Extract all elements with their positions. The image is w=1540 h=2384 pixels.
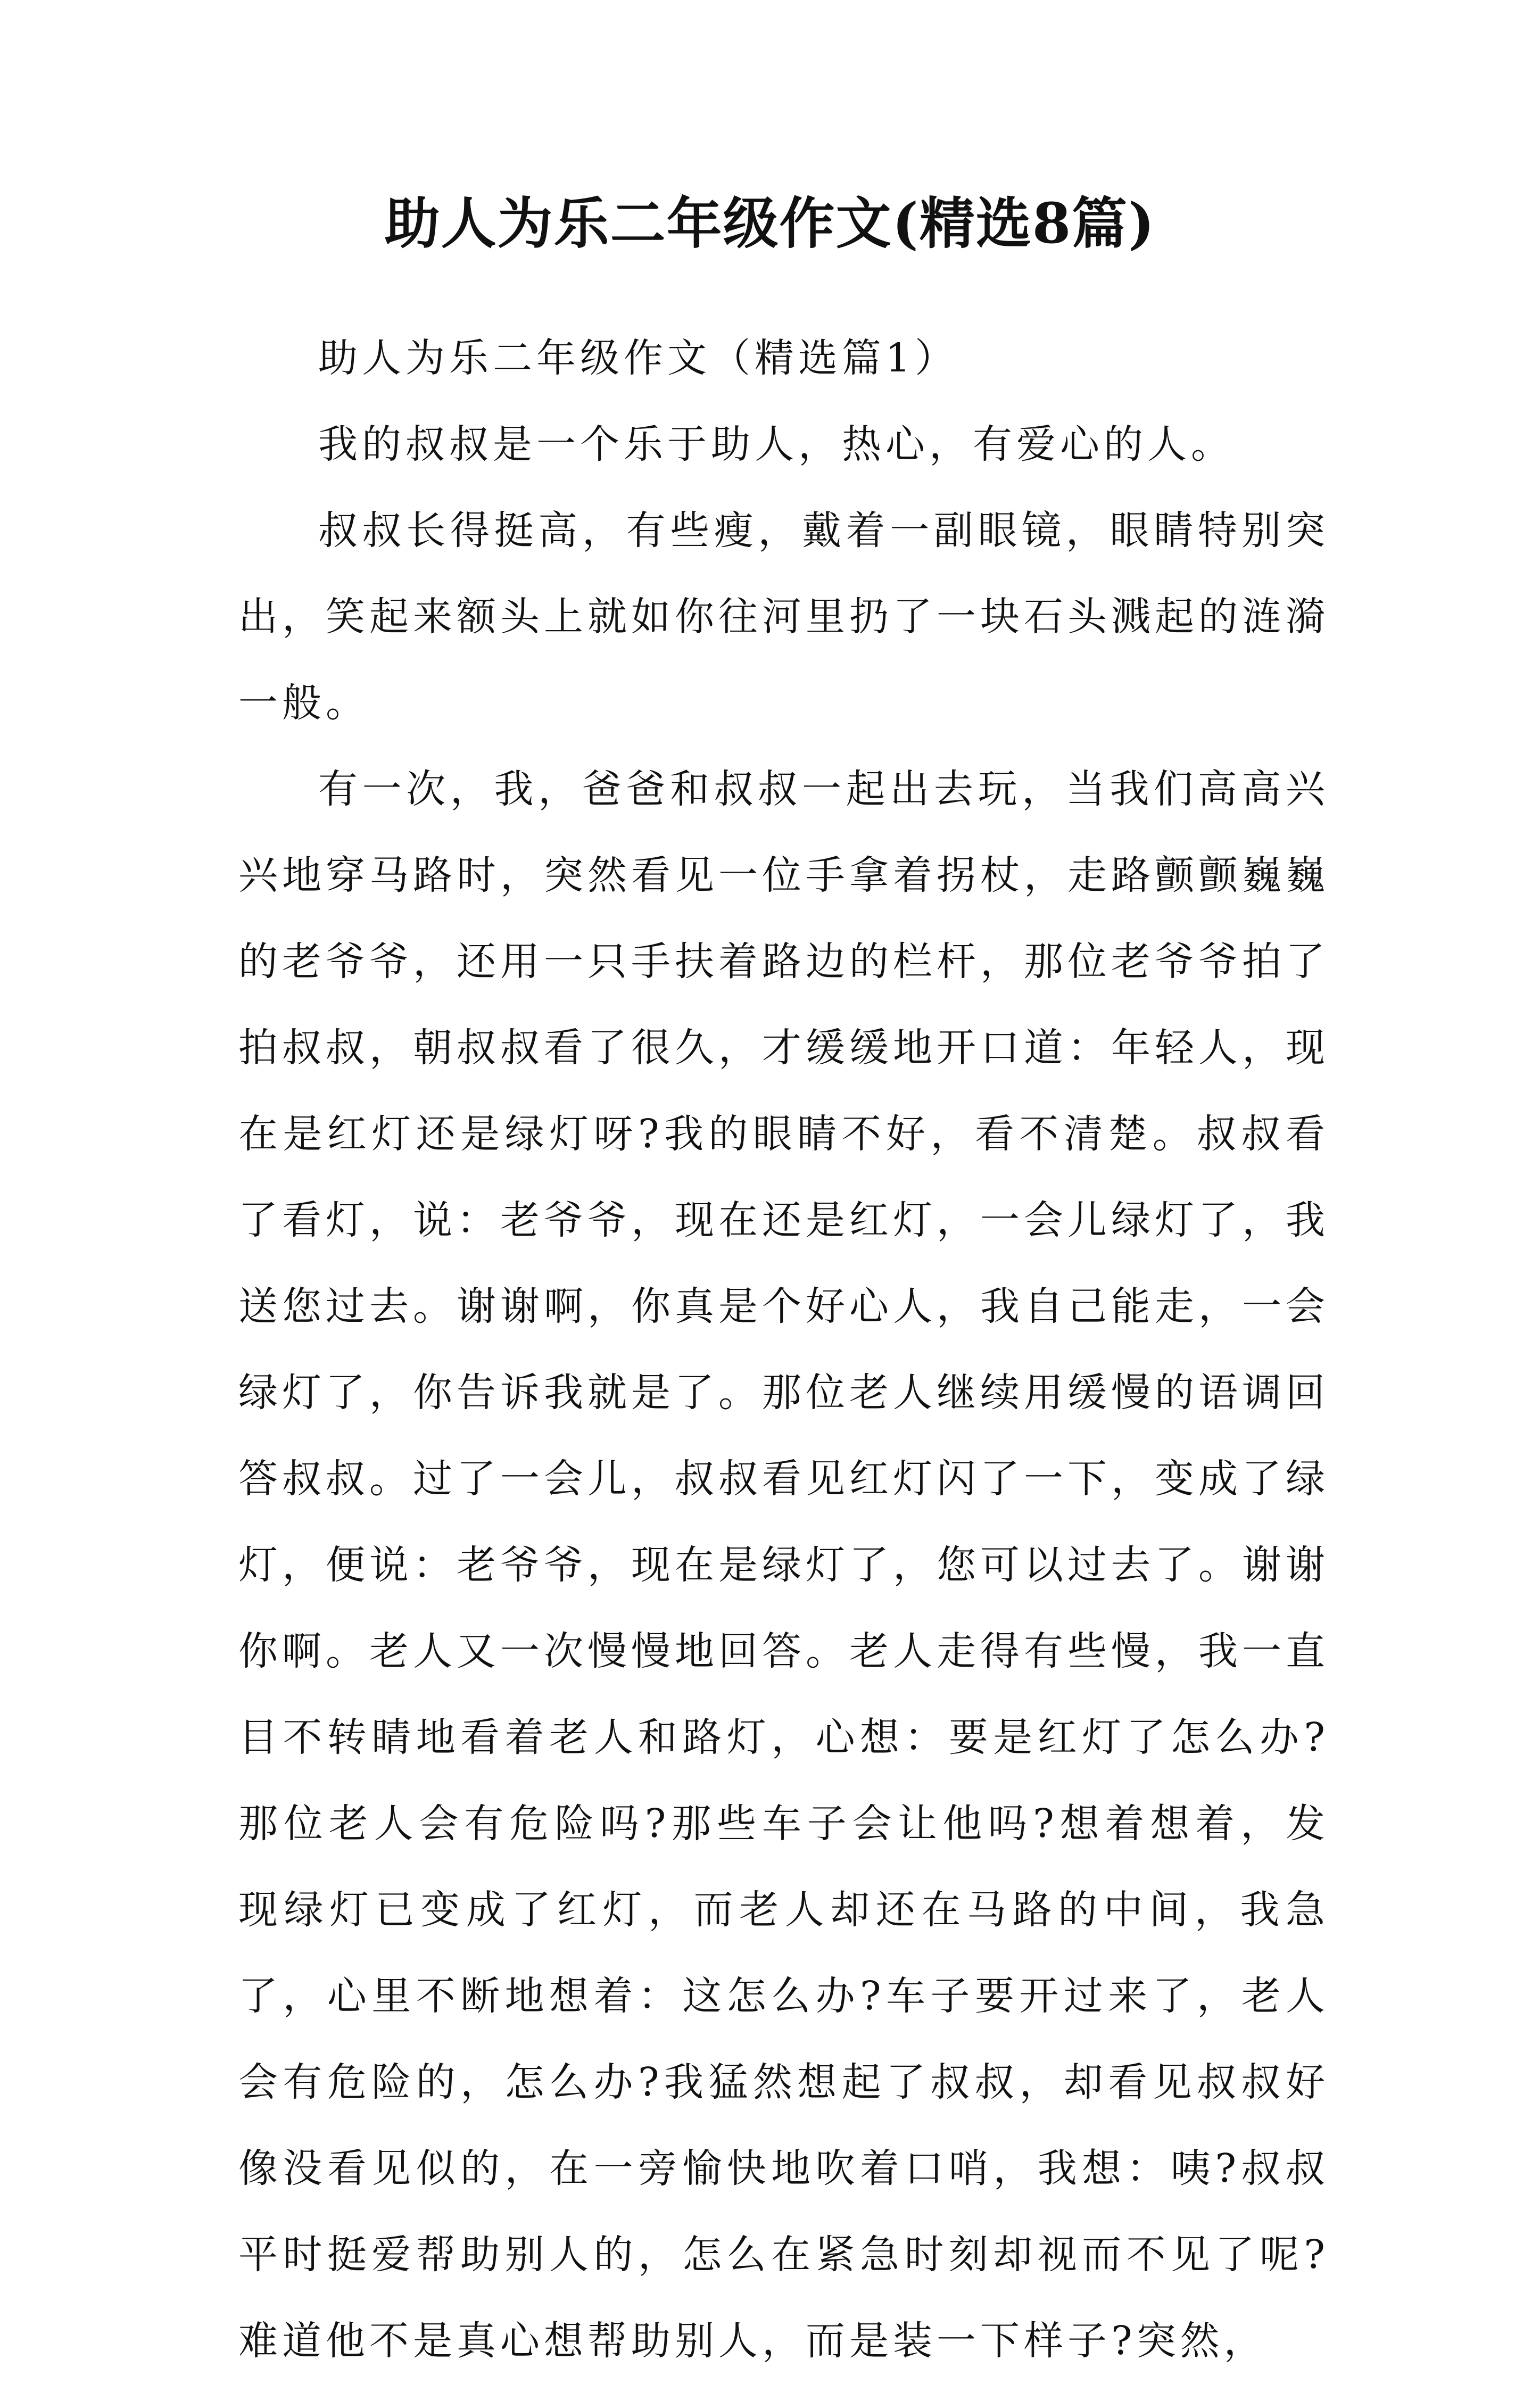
paragraph: 我的叔叔是一个乐于助人，热心，有爱心的人。 [318, 421, 1235, 467]
paragraph: 叔叔长得挺高，有些瘦，戴着一副眼镜，眼睛特别突出，笑起来额头上就如你往河里扔了一块石头溅起的涟漪一般。 [238, 508, 1329, 726]
paragraph-heading: 助人为乐二年级作文（精选篇1） [318, 335, 959, 381]
document-title: 助人为乐二年级作文(精选8篇) [384, 191, 1156, 256]
paragraph: 有一次，我，爸爸和叔叔一起出去玩，当我们高高兴兴地穿马路时，突然看见一位手拿着拐杖，走路颤颤巍巍的老爷爷，还用一只手扶着路边的栏杆，那位老爷爷拍了拍叔叔，朝叔叔看了很久，才缓缓地开口道：年轻人，现在是红灯还是绿灯呀?我的眼睛不好，看不清楚。叔叔看了看灯，说：老爷爷，现在还是红灯，一会儿绿灯了，我送您过去。谢谢啊，你真是个好心人，我自己能走，一会绿灯了，你告诉我就是了。那位老人继续用缓慢的语调回答叔叔。过了一会儿，叔叔看见红灯闪了一下，变成了绿灯，便说：老爷爷，现在是绿灯了，您可以过去了。谢谢你啊。老人又一次慢慢地回答。老人走得有些慢，我一直目不转睛地看着老人和路灯，心想：要是红灯了怎么办?那位老人会有危险吗?那些车子会让他吗?想着想着，发现绿灯已变成了红灯，而老人却还在马路的中间，我急了，心里不断地想着：这怎么办?车子要开过来了，老人会有危险的，怎么办?我猛然想起了叔叔，却看见叔叔好像没看见似的，在一旁愉快地吹着口哨，我想：咦?叔叔平时挺爱帮助别人的，怎么在紧急时刻却视而不见了呢?难道他不是真心想帮助别人，而是装一下样子?突然， [238, 766, 1329, 2364]
document-body [238, 315, 1329, 2384]
